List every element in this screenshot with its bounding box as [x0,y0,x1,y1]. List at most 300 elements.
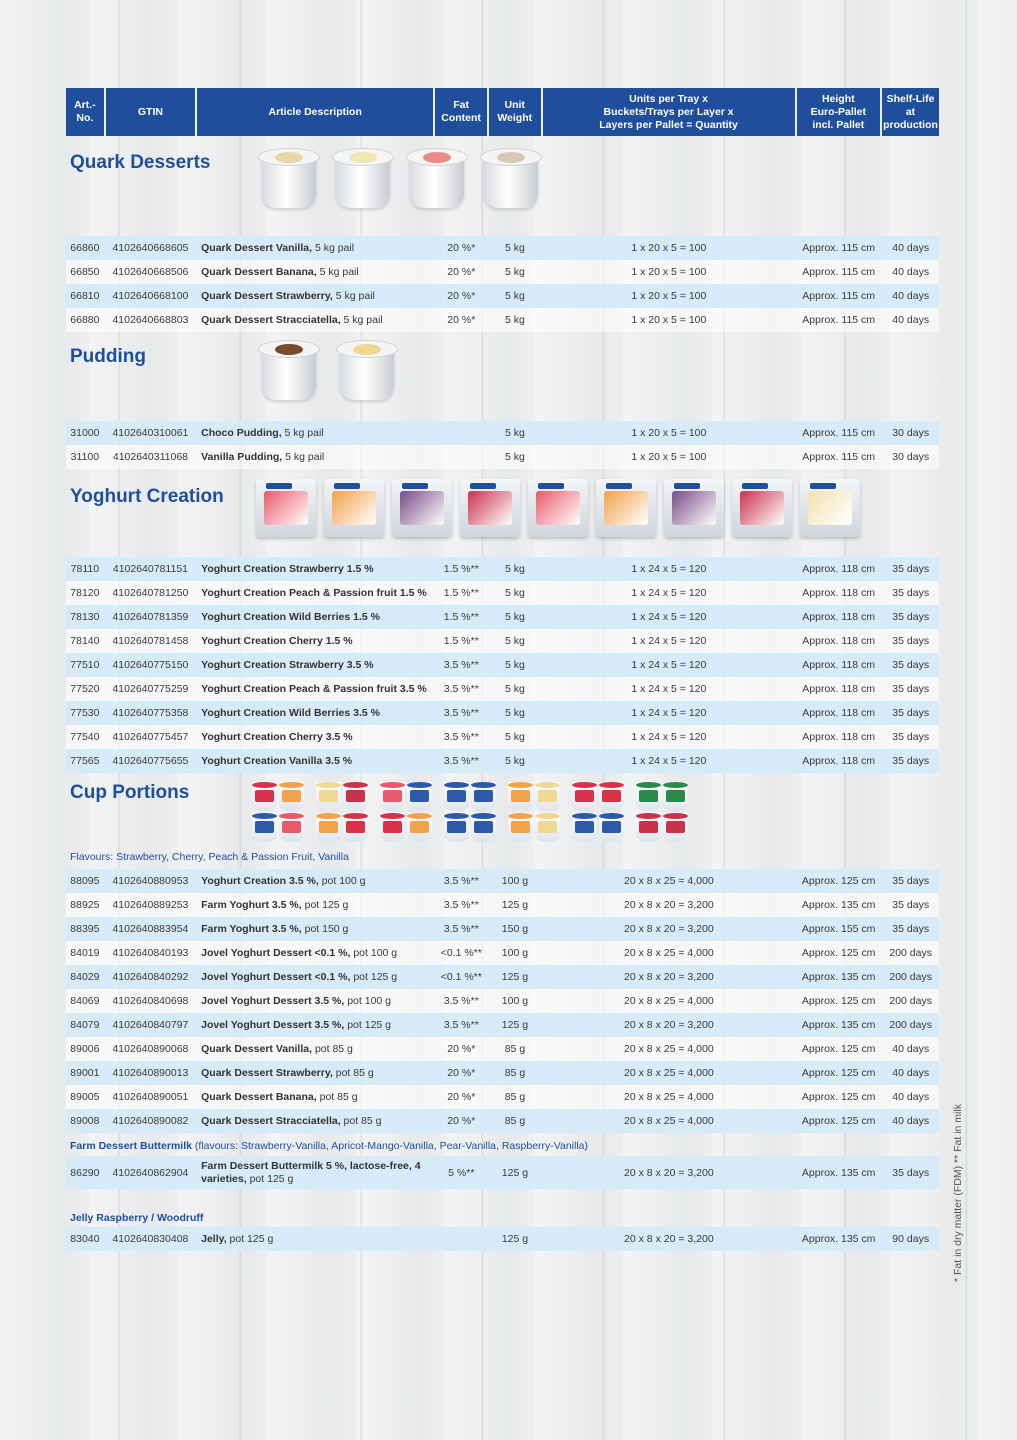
fat-content-cell: 3.5 %** [443,731,479,743]
product-name: Farm Yoghurt 3.5 %, [201,899,302,911]
tray-product-image [800,479,860,537]
unit-weight-cell: 5 kg [505,659,525,671]
description-cell [197,236,433,260]
gtin-cell: 4102640890068 [112,1043,189,1055]
shelf-life-cell: 40 days [892,314,930,326]
quantity-cell: 1 x 20 x 5 = 100 [631,290,707,302]
pail-product-image [334,340,400,402]
fat-content-cell: 1.5 %** [443,587,479,599]
pallet-height-cell: Approx. 115 cm [802,266,876,278]
art-no-cell: 89005 [70,1091,100,1103]
cup-pack-image [316,782,368,842]
shelf-life-cell: 30 days [892,427,930,439]
fat-content-cell: 3.5 %** [443,899,479,911]
quantity-cell: 1 x 20 x 5 = 100 [631,242,707,254]
table-row [66,605,939,629]
description-text [201,314,383,326]
product-name: Yoghurt Creation Cherry 1.5 % [201,635,353,647]
unit-weight-cell: 5 kg [505,314,525,326]
description-text [201,427,324,439]
fat-content-cell: 1.5 %** [443,635,479,647]
art-no-cell: 84019 [70,947,100,959]
quantity-cell: 1 x 24 x 5 = 120 [631,731,707,743]
section-yoghurt-creation [66,471,939,774]
jelly-rows [66,1227,939,1251]
art-no-cell: 77510 [70,659,100,671]
unit-weight-cell: 5 kg [505,611,525,623]
product-name: Quark Dessert Banana, [201,1091,317,1103]
pallet-height-cell: Approx. 135 cm [801,1166,876,1179]
fat-content-cell: 3.5 %** [443,683,479,695]
product-name: Choco Pudding, [201,427,282,439]
pail-product-image [256,340,322,402]
description-cell [197,1037,433,1061]
shelf-life-cell: 200 days [889,995,932,1007]
header-shelf-life: Shelf-Life at production [882,88,939,136]
description-text [201,731,353,743]
pallet-height-cell: Approx. 125 cm [801,1067,876,1079]
table-row [66,445,939,469]
unit-weight-cell: 5 kg [505,755,525,767]
description-cell [197,941,433,965]
shelf-life-cell: 35 days [892,875,930,887]
product-name: Yoghurt Creation 3.5 %, [201,875,319,887]
shelf-life-cell: 40 days [892,290,930,302]
cup-pack-image [636,782,688,842]
gtin-cell: 4102640775457 [112,731,189,743]
description-text [201,995,391,1007]
fat-content-cell: 20 %* [447,1115,476,1127]
table-row [66,1037,939,1061]
gtin-cell: 4102640840292 [112,971,189,983]
description-text [201,755,352,767]
art-no-cell: 84029 [70,971,100,983]
table-row [66,893,939,917]
quantity-cell: 1 x 20 x 5 = 100 [631,427,707,439]
description-cell [197,1156,433,1189]
pallet-height-cell: Approx. 118 cm [802,755,876,767]
table-row [66,1227,939,1251]
description-cell [197,989,433,1013]
fat-content-cell: 20 %* [447,1067,476,1079]
table-row [66,557,939,581]
quantity-cell: 20 x 8 x 25 = 4,000 [624,947,714,959]
product-package: pot 125 g [344,1019,392,1031]
gtin-cell: 4102640890013 [112,1067,189,1079]
fat-content-cell: 1.5 %** [443,611,479,623]
product-package: pot 125 g [301,899,349,911]
art-no-cell: 83040 [70,1233,100,1245]
shelf-life-cell: 35 days [892,659,930,671]
table-row [66,653,939,677]
table-row [66,1061,939,1085]
table-row [66,917,939,941]
table-row [66,629,939,653]
product-name: Yoghurt Creation Cherry 3.5 % [201,731,353,743]
unit-weight-cell: 5 kg [505,242,525,254]
unit-weight-cell: 125 g [501,1019,529,1031]
shelf-life-cell: 35 days [892,635,930,647]
pallet-height-cell: Approx. 118 cm [802,731,876,743]
unit-weight-cell: 85 g [504,1115,526,1127]
art-no-cell: 77520 [70,683,100,695]
quantity-cell: 1 x 24 x 5 = 120 [631,707,707,719]
description-cell [197,284,433,308]
product-package: pot 85 g [312,1043,353,1055]
art-no-cell: 84079 [70,1019,100,1031]
pallet-height-cell: Approx. 118 cm [802,587,876,599]
description-cell [197,893,433,917]
description-cell [197,1061,433,1085]
unit-weight-cell: 85 g [504,1091,526,1103]
pallet-height-cell: Approx. 115 cm [802,451,876,463]
header-article-description: Article Description [197,88,433,136]
description-text [201,1233,273,1245]
tray-product-image [324,479,384,537]
art-no-cell: 89008 [70,1115,100,1127]
pallet-height-cell: Approx. 115 cm [802,427,876,439]
art-no-cell: 88925 [70,899,100,911]
table-row [66,701,939,725]
product-name: Farm Dessert Buttermilk 5 %, lactose-free, 4 varieties, [201,1159,421,1185]
quantity-cell: 20 x 8 x 20 = 3,200 [624,1166,714,1179]
quantity-cell: 1 x 24 x 5 = 120 [631,635,707,647]
description-text [201,707,380,719]
quantity-cell: 20 x 8 x 25 = 4,000 [624,1115,714,1127]
art-no-cell: 66880 [70,314,100,326]
unit-weight-cell: 5 kg [505,707,525,719]
description-cell [197,653,433,677]
pallet-height-cell: Approx. 135 cm [801,971,876,983]
pallet-height-cell: Approx. 135 cm [801,1233,876,1245]
product-name: Yoghurt Creation Strawberry 3.5 % [201,659,374,671]
price-list-page [66,88,939,1248]
art-no-cell: 86290 [70,1166,100,1179]
cup-pack-image [572,782,624,842]
tray-product-image [392,479,452,537]
description-text [201,1160,431,1186]
pallet-height-cell: Approx. 125 cm [801,995,876,1007]
description-text [201,899,348,911]
fat-content-cell: 1.5 %** [443,563,479,575]
tray-product-image [528,479,588,537]
shelf-life-cell: 40 days [892,1043,930,1055]
description-cell [197,421,433,445]
gtin-cell: 4102640775259 [112,683,189,695]
description-cell [197,869,433,893]
art-no-cell: 78140 [70,635,100,647]
fat-content-cell: 20 %* [447,266,476,278]
art-no-cell: 66860 [70,242,100,254]
shelf-life-cell: 35 days [892,707,930,719]
table-row [66,1013,939,1037]
gtin-cell: 4102640830408 [112,1233,189,1245]
art-no-cell: 78120 [70,587,100,599]
tray-product-image [664,479,724,537]
description-text [201,875,365,887]
product-package: pot 85 g [340,1115,382,1127]
section-cup-portions [66,774,939,1140]
description-text [201,266,359,278]
gtin-cell: 4102640781458 [112,635,189,647]
product-name: Vanilla Pudding, [201,451,283,463]
gtin-cell: 4102640890082 [112,1115,189,1127]
product-name: Yoghurt Creation Wild Berries 1.5 % [201,611,380,623]
pudding-product-images [256,340,400,402]
pudding-rows [66,421,939,469]
table-row [66,869,939,893]
product-name: Yoghurt Creation Wild Berries 3.5 % [201,707,380,719]
header-height: Height Euro-Pallet incl. Pallet [797,88,880,136]
art-no-cell: 78130 [70,611,100,623]
product-name: Farm Yoghurt 3.5 %, [201,923,302,935]
description-text [201,947,397,959]
product-name: Jovel Yoghurt Dessert 3.5 %, [201,1019,345,1031]
table-row [66,965,939,989]
shelf-life-cell: 35 days [892,731,930,743]
description-cell [197,725,433,749]
gtin-cell: 4102640880953 [112,875,189,887]
description-cell [197,965,433,989]
product-package: pot 100 g [344,995,392,1007]
quantity-cell: 20 x 8 x 20 = 3,200 [624,899,714,911]
gtin-cell: 4102640668506 [112,266,189,278]
gtin-cell: 4102640775358 [112,707,189,719]
product-package: 5 kg pail [316,266,359,278]
buttermilk-flavours: (flavours: Strawberry-Vanilla, Apricot-Mango-Vanilla, Pear-Vanilla, Raspberry-Vanilla) [191,1140,589,1152]
description-cell [197,749,433,773]
art-no-cell: 31100 [70,451,100,463]
unit-weight-cell: 100 g [501,995,529,1007]
description-text [201,923,348,935]
pallet-height-cell: Approx. 125 cm [801,1091,876,1103]
gtin-cell: 4102640781359 [112,611,189,623]
gtin-cell: 4102640775150 [112,659,189,671]
quantity-cell: 1 x 24 x 5 = 120 [631,563,707,575]
fat-content-cell: 3.5 %** [443,995,479,1007]
fat-content-cell [435,421,487,445]
quantity-cell: 1 x 24 x 5 = 120 [631,587,707,599]
fat-content-cell: 20 %* [447,242,476,254]
cup-product-images [252,782,688,842]
gtin-cell: 4102640890051 [112,1091,189,1103]
header-fat-content: Fat Content [435,88,487,136]
description-text [201,659,374,671]
pallet-height-cell: Approx. 118 cm [802,563,876,575]
section-pudding [66,334,939,471]
section-quark-desserts [66,136,939,326]
shelf-life-cell: 35 days [892,611,930,623]
pallet-height-cell: Approx. 118 cm [802,611,876,623]
art-no-cell: 88095 [70,875,100,887]
unit-weight-cell: 5 kg [505,563,525,575]
product-package: pot 150 g [301,923,349,935]
fat-content-cell: <0.1 %** [440,947,482,959]
table-row [66,260,939,284]
product-name: Quark Dessert Stracciatella, [201,314,341,326]
pallet-height-cell: Approx. 125 cm [801,1115,876,1127]
shelf-life-cell: 40 days [892,266,930,278]
gtin-cell: 4102640840797 [112,1019,189,1031]
art-no-cell: 31000 [70,427,100,439]
table-row [66,421,939,445]
product-package: pot 85 g [332,1067,374,1079]
shelf-life-cell: 35 days [892,563,930,575]
unit-weight-cell: 125 g [501,971,529,983]
table-row [66,941,939,965]
unit-weight-cell: 100 g [501,947,529,959]
shelf-life-cell: 40 days [892,1115,930,1127]
cup-pack-image [444,782,496,842]
quantity-cell: 20 x 8 x 25 = 4,000 [624,875,714,887]
product-package: pot 85 g [316,1091,358,1103]
shelf-life-cell: 35 days [892,755,930,767]
product-name: Quark Dessert Vanilla, [201,242,313,254]
description-text [201,451,324,463]
quantity-cell: 20 x 8 x 20 = 3,200 [624,923,714,935]
unit-weight-cell: 5 kg [505,683,525,695]
description-text [201,1019,391,1031]
fat-content-cell: 20 %* [447,290,476,302]
art-no-cell: 84069 [70,995,100,1007]
pallet-height-cell: Approx. 115 cm [802,290,876,302]
tray-product-image [732,479,792,537]
product-package: 5 kg pail [281,427,324,439]
product-package: pot 125 g [246,1172,294,1185]
unit-weight-cell: 85 g [504,1067,526,1079]
description-text [201,683,427,695]
section-title: Cup Portions [70,782,190,803]
unit-weight-cell: 100 g [501,875,529,887]
section-title: Yoghurt Creation [70,486,224,507]
fat-content-cell [435,1227,487,1251]
description-text [201,611,380,623]
unit-weight-cell: 125 g [501,899,529,911]
gtin-cell: 4102640775655 [112,755,189,767]
shelf-life-cell: 40 days [892,1067,930,1079]
fat-content-cell [435,445,487,469]
section-title: Quark Desserts [70,152,211,173]
pallet-height-cell: Approx. 125 cm [801,875,876,887]
description-cell [197,677,433,701]
table-row [66,1085,939,1109]
quantity-cell: 1 x 20 x 5 = 100 [631,266,707,278]
product-name: Quark Dessert Vanilla, [201,1043,313,1055]
quantity-cell: 1 x 24 x 5 = 120 [631,683,707,695]
product-name: Yoghurt Creation Peach & Passion fruit 3.5 % [201,683,427,695]
pallet-height-cell: Approx. 118 cm [802,635,876,647]
pallet-height-cell: Approx. 115 cm [802,314,876,326]
jelly-title: Jelly Raspberry / Woodruff [70,1212,204,1224]
description-text [201,971,397,983]
section-jelly [66,1208,939,1248]
pallet-height-cell: Approx. 155 cm [801,923,876,935]
shelf-life-cell: 200 days [889,1019,932,1031]
table-row [66,581,939,605]
yoghurt-product-images [256,479,860,537]
description-cell [197,701,433,725]
fat-content-cell: 3.5 %** [443,1019,479,1031]
shelf-life-cell: 35 days [892,899,930,911]
quantity-cell: 20 x 8 x 25 = 4,000 [624,1043,714,1055]
fat-content-cell: 3.5 %** [443,707,479,719]
section-title: Pudding [70,346,146,367]
pail-product-image [256,148,322,210]
cup-flavours-note: Flavours: Strawberry, Cherry, Peach & Passion Fruit, Vanilla [70,851,349,863]
product-name: Jovel Yoghurt Dessert 3.5 %, [201,995,345,1007]
unit-weight-cell: 5 kg [505,427,525,439]
art-no-cell: 77540 [70,731,100,743]
description-cell [197,260,433,284]
product-package: pot 100 g [318,875,366,887]
gtin-cell: 4102640840193 [112,947,189,959]
gtin-cell: 4102640781151 [112,563,188,575]
unit-weight-cell: 85 g [504,1043,526,1055]
description-text [201,1091,357,1103]
unit-weight-cell: 5 kg [505,266,525,278]
description-cell [197,917,433,941]
fat-content-cell: 20 %* [447,1043,476,1055]
quark-product-images [256,148,544,210]
shelf-life-cell: 40 days [892,242,930,254]
description-cell [197,1085,433,1109]
description-cell [197,1013,433,1037]
shelf-life-cell: 35 days [892,587,930,599]
shelf-life-cell: 35 days [892,923,930,935]
gtin-cell: 4102640781250 [112,587,189,599]
tray-product-image [256,479,316,537]
pallet-height-cell: Approx. 118 cm [802,683,876,695]
quantity-cell: 20 x 8 x 20 = 3,200 [624,1019,714,1031]
art-no-cell: 77530 [70,707,100,719]
shelf-life-cell: 200 days [889,971,932,983]
description-cell [197,605,433,629]
table-row [66,1109,939,1133]
description-cell [197,581,433,605]
fat-content-cell: 20 %* [447,1091,476,1103]
gtin-cell: 4102640310061 [112,427,189,439]
pallet-height-cell: Approx. 118 cm [802,707,876,719]
header-gtin: GTIN [106,88,195,136]
art-no-cell: 66850 [70,266,100,278]
description-cell [197,445,433,469]
description-text [201,1115,381,1127]
buttermilk-note [66,1140,588,1152]
quantity-cell: 1 x 24 x 5 = 120 [631,611,707,623]
gtin-cell: 4102640883954 [112,923,189,935]
fat-content-cell: 3.5 %** [443,923,479,935]
product-package: 5 kg pail [312,242,355,254]
fat-content-cell: <0.1 %** [440,971,482,983]
unit-weight-cell: 5 kg [505,290,525,302]
quantity-cell: 1 x 24 x 5 = 120 [631,659,707,671]
shelf-life-cell: 40 days [892,1091,930,1103]
unit-weight-cell: 125 g [501,1166,529,1179]
unit-weight-cell: 5 kg [505,731,525,743]
cup-pack-image [508,782,560,842]
product-name: Yoghurt Creation Peach & Passion fruit 1.5 % [201,587,427,599]
description-text [201,587,427,599]
table-header [66,88,939,136]
cup-rows [66,869,939,1133]
description-cell [197,629,433,653]
shelf-life-cell: 200 days [889,947,932,959]
table-row [66,749,939,773]
shelf-life-cell: 35 days [892,1166,930,1179]
tray-product-image [596,479,656,537]
gtin-cell: 4102640668100 [112,290,189,302]
fat-content-cell: 20 %* [447,314,476,326]
